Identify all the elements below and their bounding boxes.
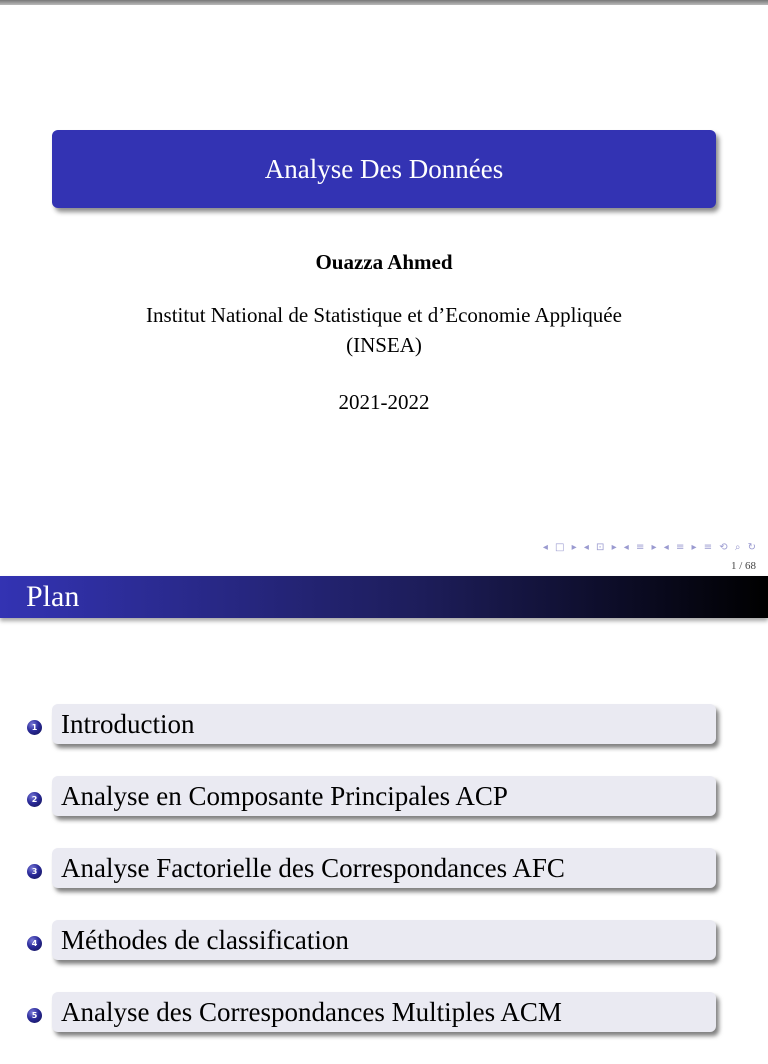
toc-item[interactable] bbox=[0, 920, 768, 966]
numbered-ball-icon: 1 bbox=[27, 720, 42, 735]
toc-item-label[interactable]: Analyse en Composante Principales ACP bbox=[52, 776, 716, 816]
page-number: 1 / 68 bbox=[730, 560, 756, 572]
toc-item[interactable] bbox=[0, 992, 768, 1038]
plan-slide bbox=[0, 576, 768, 1027]
frame-title-bar bbox=[0, 576, 768, 618]
numbered-ball-icon: 4 bbox=[27, 936, 42, 951]
numbered-ball-icon: 5 bbox=[27, 1008, 42, 1023]
title-box bbox=[52, 130, 716, 208]
toc-item[interactable] bbox=[0, 848, 768, 894]
institute-name: Institut National de Statistique et d’Economie Appliquée bbox=[146, 303, 622, 327]
presentation-title: Analyse Des Données bbox=[264, 153, 504, 184]
institute-abbrev: (INSEA) bbox=[346, 333, 422, 357]
author-name: Ouazza Ahmed bbox=[315, 250, 453, 274]
beamer-navigation-icons[interactable]: ◂ □ ▸ ◂ ⊡ ▸ ◂ ≡ ▸ ◂ ≡ ▸ ≡ ⟲ ⌕ ↻ bbox=[542, 542, 758, 553]
top-border bbox=[0, 0, 768, 5]
toc-item-label[interactable]: Méthodes de classification bbox=[52, 920, 716, 960]
toc-item-label[interactable]: Analyse des Correspondances Multiples ACM bbox=[52, 992, 716, 1032]
toc-item-label[interactable]: Introduction bbox=[52, 704, 716, 744]
numbered-ball-icon: 2 bbox=[27, 792, 42, 807]
toc-item[interactable] bbox=[0, 704, 768, 750]
academic-year: 2021-2022 bbox=[338, 390, 430, 414]
toc-item[interactable] bbox=[0, 776, 768, 822]
institute bbox=[0, 300, 768, 360]
numbered-ball-icon: 3 bbox=[27, 864, 42, 879]
table-of-contents bbox=[0, 704, 768, 1064]
frame-title: Plan bbox=[26, 580, 80, 613]
toc-item-label[interactable]: Analyse Factorielle des Correspondances AFC bbox=[52, 848, 716, 888]
